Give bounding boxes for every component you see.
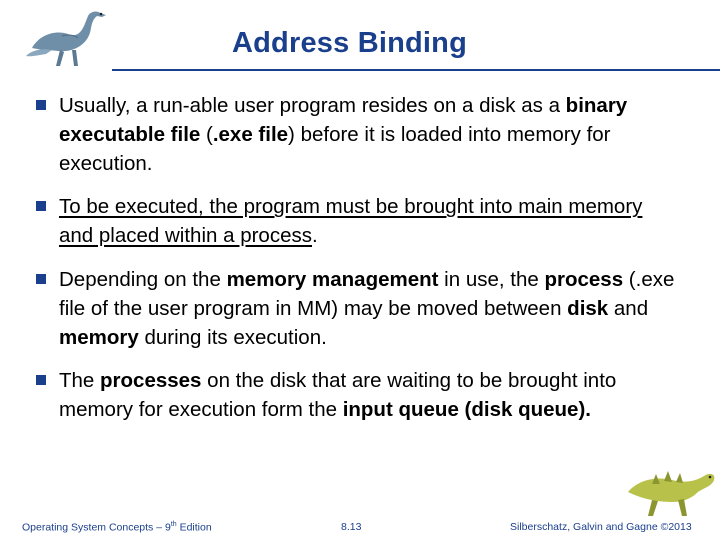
bullet-text-segment: during its execution.: [138, 325, 327, 349]
bullet-text-segment: .exe file: [212, 122, 289, 146]
bullet-text-segment: input queue (disk queue).: [342, 398, 591, 422]
footer-course: Operating System Concepts – 9th Edition: [22, 521, 212, 534]
title-underline-rule: [112, 69, 720, 71]
bullet-text-segment: binary executable file: [59, 94, 628, 146]
bullet-text-segment: Depending on the: [59, 267, 227, 291]
slide-header: [0, 18, 720, 72]
bullet-text-segment: in use, the: [438, 267, 545, 291]
bullet-text-segment: To be executed, the program must be brought into main memory and placed within a process: [59, 195, 643, 248]
bullet-text-segment: and: [608, 296, 649, 320]
bullet-text-segment: on the disk that are waiting to be brought into memory for execution form the: [59, 369, 617, 422]
bullet-square-icon: [36, 201, 46, 211]
bullet-square-icon: [36, 274, 46, 284]
bullet-text-segment: Usually, a run-able user program resides on a disk as a: [59, 94, 566, 117]
bullet-item: [36, 92, 676, 178]
dinosaur-logo-bottom: [622, 462, 720, 518]
bullet-item: [36, 266, 676, 352]
bullet-text-segment: memory: [59, 325, 139, 349]
bullet-text-segment: .: [312, 224, 318, 248]
bullet-list: [36, 92, 676, 440]
bullet-text-segment: ) before it is loaded into memory for execution.: [59, 122, 611, 175]
bullet-item: [36, 367, 676, 425]
bullet-square-icon: [36, 375, 46, 385]
slide-title: Address Binding: [232, 27, 468, 59]
bullet-text-segment: disk: [567, 296, 609, 320]
bullet-text-segment: process: [544, 267, 624, 291]
bullet-text-segment: (: [200, 122, 213, 146]
bullet-text-segment: (.exe file of the user program in MM) may be moved between: [59, 267, 675, 320]
bullet-item: [36, 193, 676, 251]
bullet-text-segment: The: [59, 369, 101, 393]
bullet-text-segment: processes: [100, 369, 202, 393]
bullet-square-icon: [36, 100, 46, 110]
bullet-text-segment: memory management: [226, 267, 439, 291]
footer-copyright: Silberschatz, Galvin and Gagne ©2013: [510, 521, 692, 533]
footer-page-number: 8.13: [341, 521, 362, 533]
